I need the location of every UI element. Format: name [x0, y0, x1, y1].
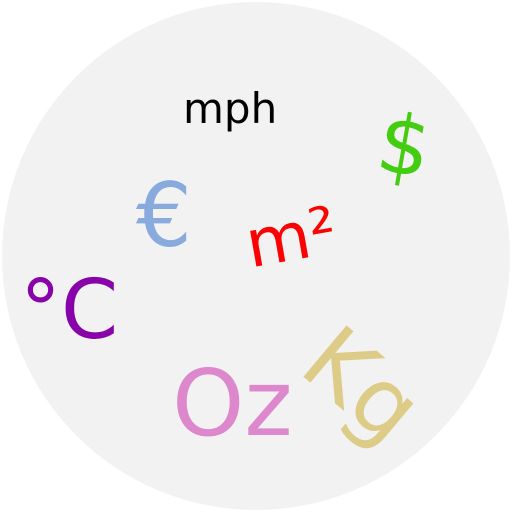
mph-label: mph: [183, 84, 278, 133]
euro-symbol: €: [136, 164, 192, 267]
celsius-label: °C: [20, 263, 119, 358]
dollar-symbol: $: [370, 95, 439, 198]
square-meter-label: m²: [239, 191, 343, 284]
ounce-label: Oz: [172, 350, 293, 457]
kilogram-label: Kg: [282, 305, 443, 465]
